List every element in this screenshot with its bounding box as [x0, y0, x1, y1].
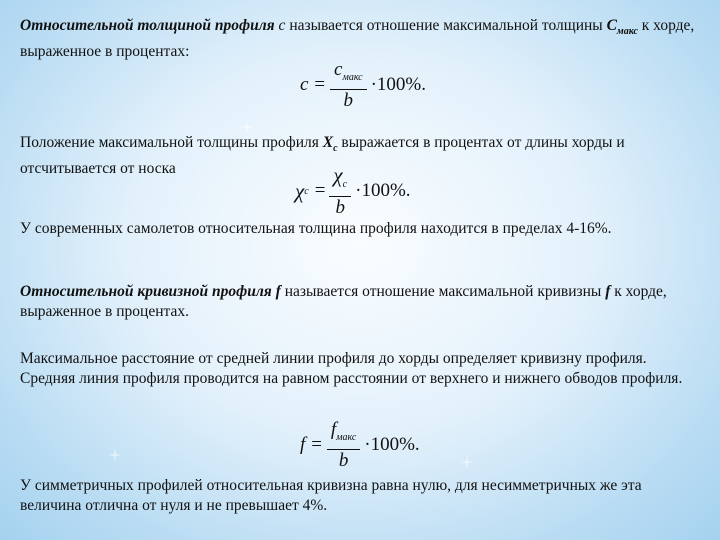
definition-text: называется отношение максимальной толщины: [285, 17, 607, 34]
paragraph-text: Максимальное расстояние от средней линии профиля до хорды определяет кривизну профиля. Средняя линия профиля проводится на равном расстоянии от верхнего и нижнего обводов профиля.: [20, 350, 683, 387]
sparkle-icon: [240, 120, 254, 134]
paragraph-text: У современных самолетов относительная толщина профиля находится в пределах 4-16%.: [20, 220, 612, 237]
fraction: [329, 165, 351, 218]
fraction-numerator: [330, 60, 367, 90]
fraction-numerator: [327, 420, 360, 450]
formula-thickness: [300, 60, 426, 111]
var-X: Х: [322, 134, 334, 151]
subscript-c: с: [333, 143, 338, 155]
formula-tail: ·100%.: [364, 434, 420, 456]
fraction-denominator: b: [338, 449, 349, 471]
fraction: [327, 420, 360, 471]
fraction: [330, 60, 367, 111]
numerator-sub: c: [342, 178, 348, 190]
var-c: с: [278, 17, 286, 34]
formula-tail: ·100%.: [355, 180, 411, 202]
fraction-numerator: [329, 165, 351, 197]
sparkle-icon: [108, 448, 122, 462]
numerator-sub: макс: [342, 71, 363, 83]
mean-line-text: [20, 349, 702, 389]
camber-definition: [20, 282, 702, 322]
fraction-denominator: b: [335, 196, 346, 218]
position-text: Положение максимальной толщины профиля: [20, 134, 323, 151]
fraction-denominator: b: [343, 89, 354, 111]
var-C: С: [606, 17, 617, 34]
symmetric-profile-text: [20, 476, 702, 516]
definition-text: к хорде, выраженное в процентах.: [20, 283, 667, 320]
definition-text: называется отношение максимальной кривизны: [280, 283, 606, 300]
formula-lhs: f =: [300, 434, 323, 456]
formula-lhs-sub: c: [304, 185, 309, 197]
paragraph-text: У симметричных профилей относительная кривизна равна нулю, для несимметричных же эта величина отлична от нуля и не превышает 4%.: [20, 477, 642, 514]
thickness-definition: [20, 16, 702, 62]
numerator-var: f: [330, 419, 337, 440]
modern-aircraft-text: [20, 219, 702, 239]
position-text: выражается в процентах от длины хорды и отсчитывается от носка: [20, 134, 625, 178]
formula-tail: ·100%.: [370, 74, 426, 96]
definition-text: к хорде, выраженное в процентах:: [20, 17, 695, 61]
formula-lhs: χ: [295, 178, 305, 203]
formula-position: [295, 165, 411, 218]
term-relative-thickness: Относительной толщиной профиля: [20, 17, 275, 34]
formula-camber: [300, 420, 420, 471]
equals-sign: =: [314, 180, 326, 202]
numerator-sub: макс: [336, 431, 357, 443]
term-relative-camber: Относительной кривизной профиля: [20, 283, 272, 300]
subscript-maks: макс: [616, 26, 638, 38]
numerator-var: χ: [333, 163, 343, 187]
var-f: f: [275, 283, 281, 300]
sparkle-icon: [460, 455, 474, 469]
formula-lhs: c =: [300, 74, 327, 96]
var-f2: f: [605, 283, 611, 300]
numerator-var: c: [334, 59, 343, 80]
